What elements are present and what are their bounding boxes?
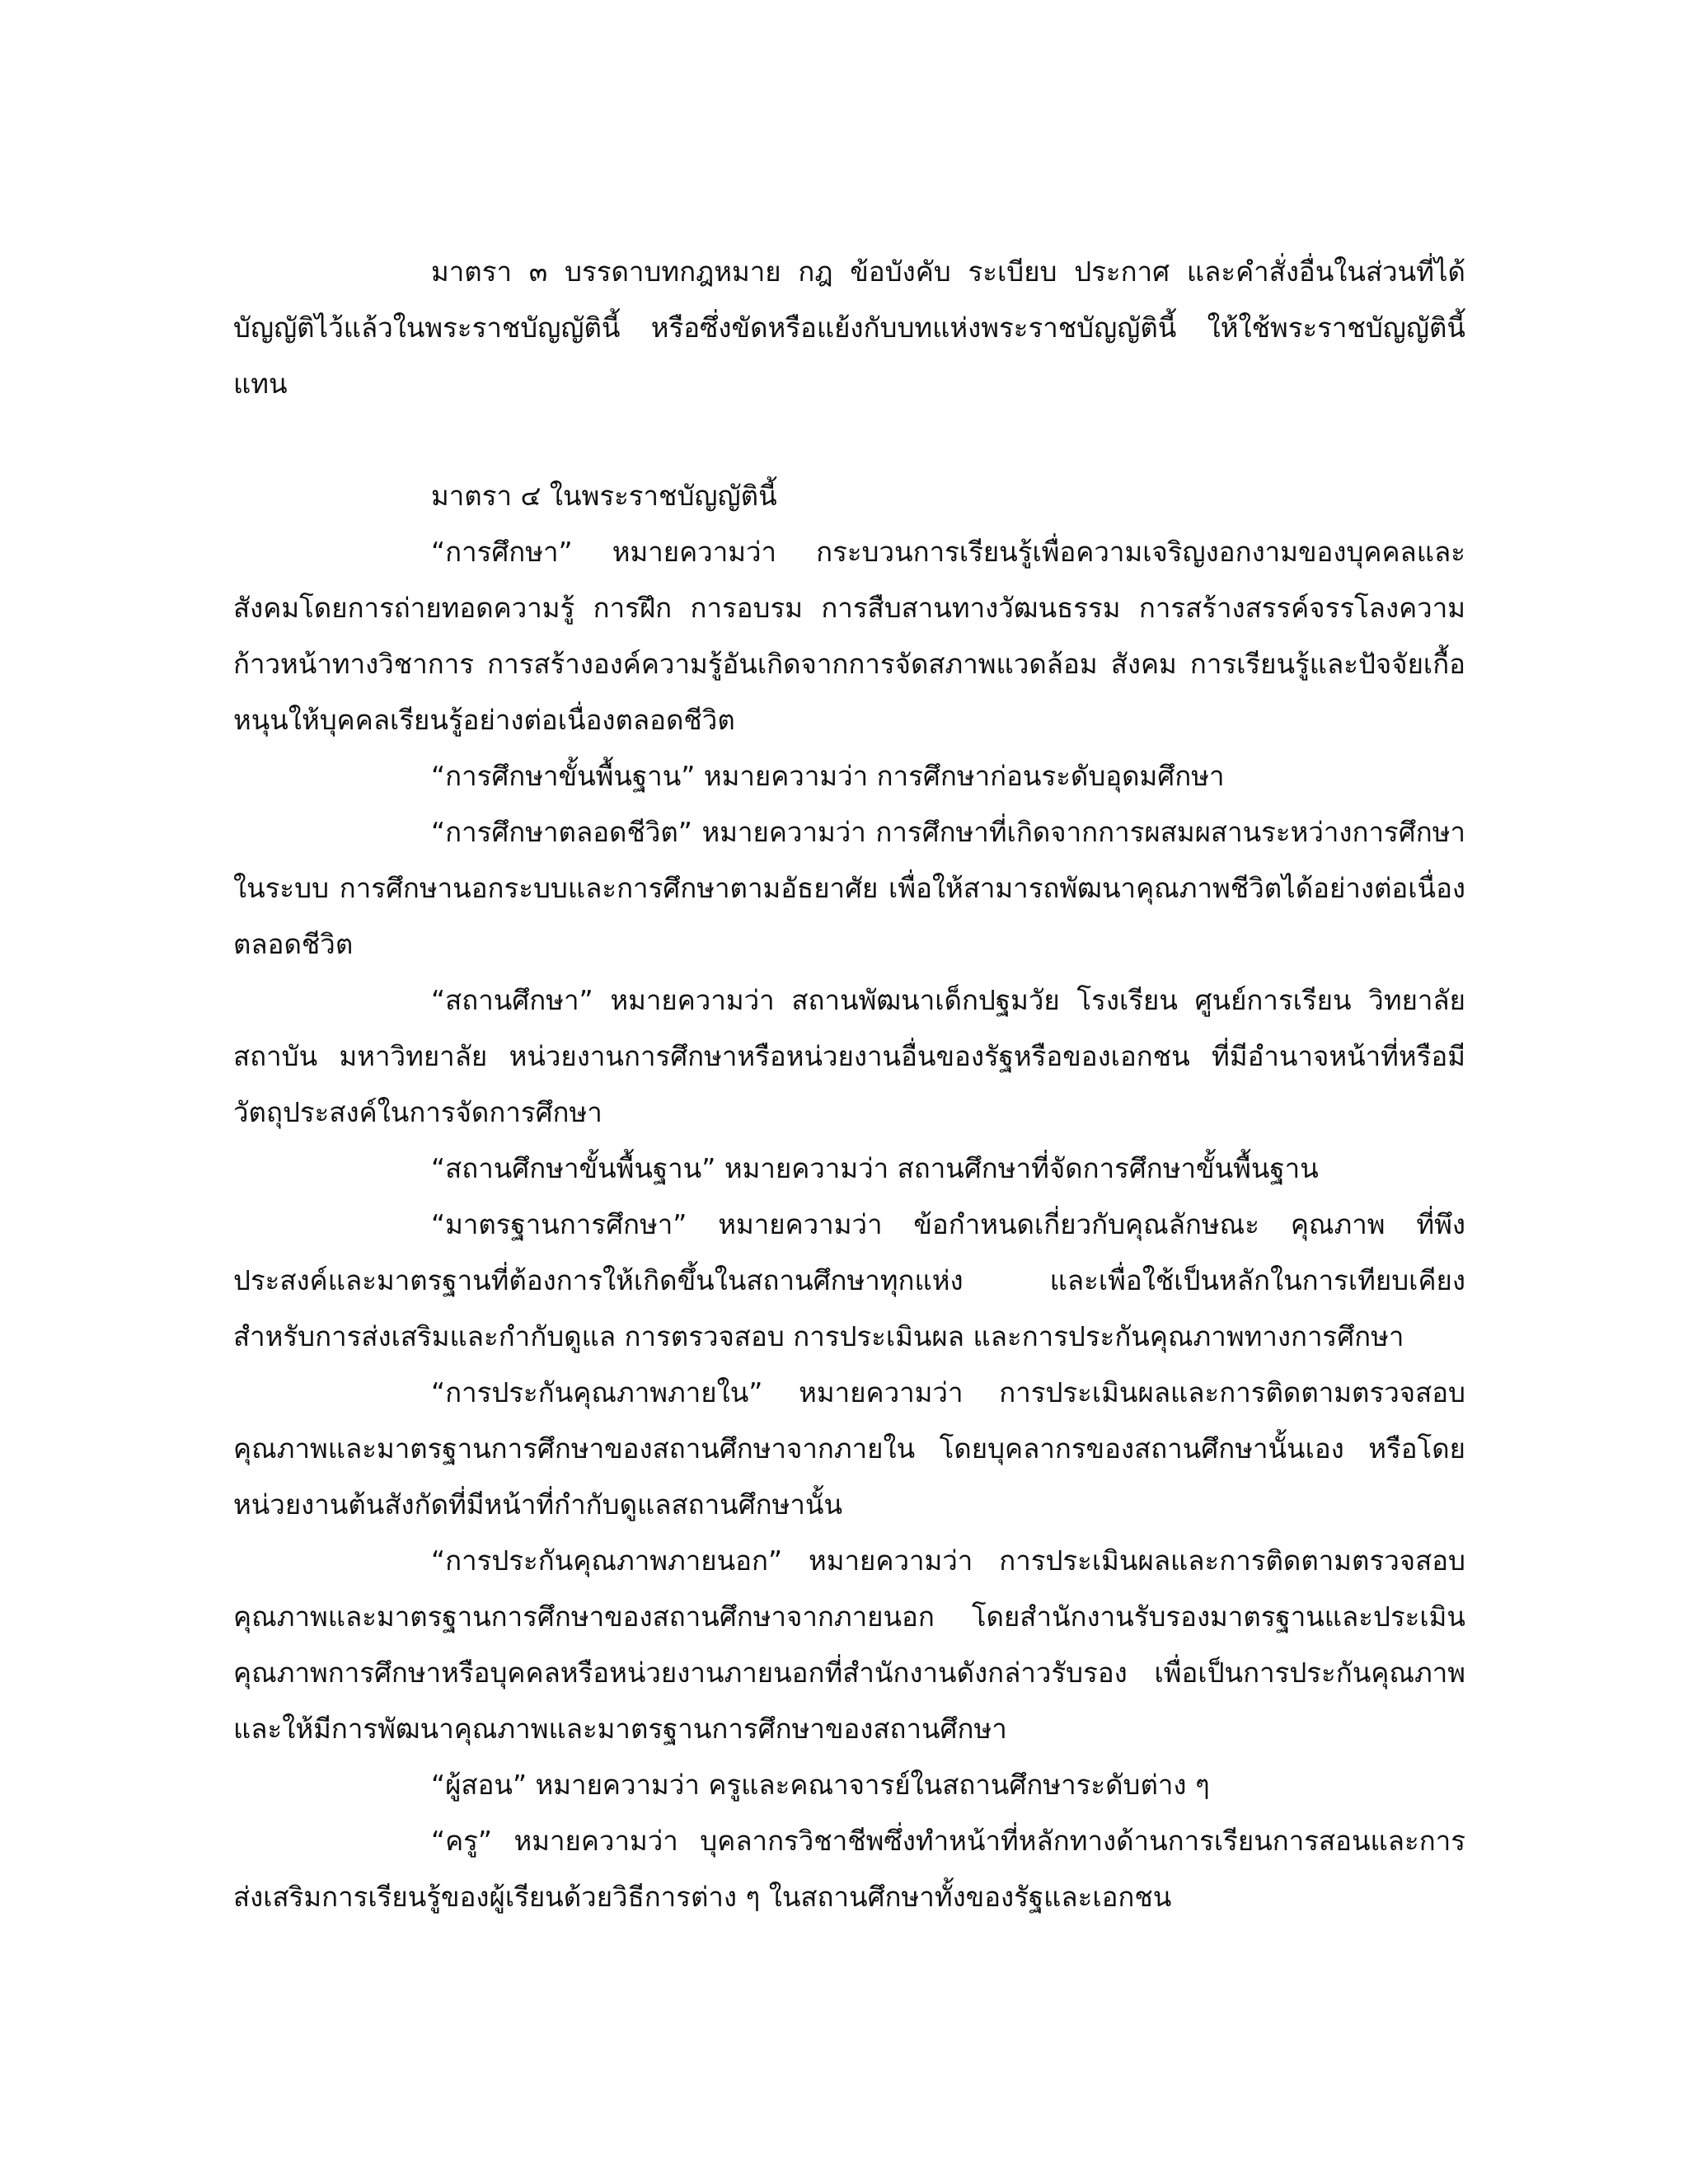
- definition-term: “การประกันคุณภาพภายใน”: [431, 1376, 763, 1408]
- definition-text: หมายความว่า การประเมินผลและการติดตามตรวจสอบคุณภาพและมาตรฐานการศึกษาของสถานศึกษาจากภายนอก โดยสำนักงานรับรองมาตรฐานและประเมินคุณภาพการศึกษาหรือบุคคลหรือหน่วยงานภายนอกที่สำนักงานดังกล่าวรับรอง เพื่อเป็นการประกันคุณภาพและให้มีการพัฒนาคุณภาพและมาตรฐานการศึกษาของสถานศึกษา: [233, 1544, 1465, 1745]
- definition-educational-institution: [233, 972, 1465, 1141]
- section-3-paragraph: มาตรา ๓ บรรดาบทกฎหมาย กฎ ข้อบังคับ ระเบียบ ประกาศ และคำสั่งอื่นในส่วนที่ได้บัญญัติไว้แล้วในพระราชบัญญัตินี้ หรือซึ่งขัดหรือแย้งกับบทแห่งพระราชบัญญัตินี้ ให้ใช้พระราชบัญญัตินี้แทน: [233, 255, 1465, 400]
- definition-teachers: [233, 1813, 1465, 1925]
- definition-term: “การประกันคุณภาพภายนอก”: [431, 1544, 783, 1577]
- definition-term: “การศึกษาขั้นพื้นฐาน”: [431, 760, 696, 792]
- definition-text: หมายความว่า การศึกษาที่เกิดจากการผสมผสานระหว่างการศึกษาในระบบ การศึกษานอกระบบและการศึกษาตามอัธยาศัย เพื่อให้สามารถพัฒนาคุณภาพชีวิตได้อย่างต่อเนื่องตลอดชีวิต: [233, 816, 1465, 960]
- definition-education: [233, 524, 1465, 748]
- definition-term: “ผู้สอน”: [431, 1769, 528, 1801]
- definition-text: หมายความว่า สถานศึกษาที่จัดการศึกษาขั้นพื้นฐาน: [715, 1152, 1319, 1184]
- definition-term: “การศึกษาตลอดชีวิต”: [431, 816, 692, 848]
- definition-basic-education: [233, 748, 1465, 804]
- definition-text: หมายความว่า การประเมินผลและการติดตามตรวจสอบคุณภาพและมาตรฐานการศึกษาของสถานศึกษาจากภายใน โดยบุคลากรของสถานศึกษานั้นเอง หรือโดยหน่วยงานต้นสังกัดที่มีหน้าที่กำกับดูแลสถานศึกษานั้น: [233, 1376, 1465, 1521]
- definition-educational-standards: [233, 1197, 1465, 1365]
- definition-instructors: [233, 1757, 1465, 1813]
- definition-text: หมายความว่า ข้อกำหนดเกี่ยวกับคุณลักษณะ คุณภาพ ที่พึงประสงค์และมาตรฐานที่ต้องการให้เกิดขึ้นในสถานศึกษาทุกแห่ง และเพื่อใช้เป็นหลักในการเทียบเคียงสำหรับการส่งเสริมและกำกับดูแล การตรวจสอบ การประเมินผล และการประกันคุณภาพทางการศึกษา: [233, 1208, 1465, 1352]
- definition-basic-educational-institution: [233, 1141, 1465, 1197]
- definition-term: “มาตรฐานการศึกษา”: [431, 1208, 687, 1240]
- definition-text: หมายความว่า ครูและคณาจารย์ในสถานศึกษาระดับต่าง ๆ: [527, 1769, 1210, 1801]
- section-4-heading: มาตรา ๔ ในพระราชบัญญัตินี้: [431, 480, 777, 512]
- definition-term: “การศึกษา”: [431, 536, 573, 568]
- definition-term: “สถานศึกษาขั้นพื้นฐาน”: [431, 1152, 716, 1184]
- definition-text: หมายความว่า การศึกษาก่อนระดับอุดมศึกษา: [695, 760, 1225, 792]
- definition-term: “สถานศึกษา”: [431, 984, 593, 1016]
- document-page: [233, 244, 1465, 1925]
- definition-term: “ครู”: [431, 1825, 492, 1857]
- definition-text: หมายความว่า บุคลากรวิชาชีพซึ่งทำหน้าที่หลักทางด้านการเรียนการสอนและการส่งเสริมการเรียนรู้ของผู้เรียนด้วยวิธีการต่าง ๆ ในสถานศึกษาทั้งของรัฐและเอกชน: [233, 1825, 1465, 1913]
- definition-lifelong-education: [233, 804, 1465, 972]
- definition-internal-quality-assurance: [233, 1365, 1465, 1533]
- definition-text: หมายความว่า กระบวนการเรียนรู้เพื่อความเจริญงอกงามของบุคคลและสังคมโดยการถ่ายทอดความรู้ การฝึก การอบรม การสืบสานทางวัฒนธรรม การสร้างสรรค์จรรโลงความก้าวหน้าทางวิชาการ การสร้างองค์ความรู้อันเกิดจากการจัดสภาพแวดล้อม สังคม การเรียนรู้และปัจจัยเกื้อหนุนให้บุคคลเรียนรู้อย่างต่อเนื่องตลอดชีวิต: [233, 536, 1465, 736]
- definition-external-quality-assurance: [233, 1533, 1465, 1757]
- definition-text: หมายความว่า สถานพัฒนาเด็กปฐมวัย โรงเรียน ศูนย์การเรียน วิทยาลัย สถาบัน มหาวิทยาลัย หน่วยงานการศึกษาหรือหน่วยงานอื่นของรัฐหรือของเอกชน ที่มีอำนาจหน้าที่หรือมีวัตถุประสงค์ในการจัดการศึกษา: [233, 984, 1465, 1128]
